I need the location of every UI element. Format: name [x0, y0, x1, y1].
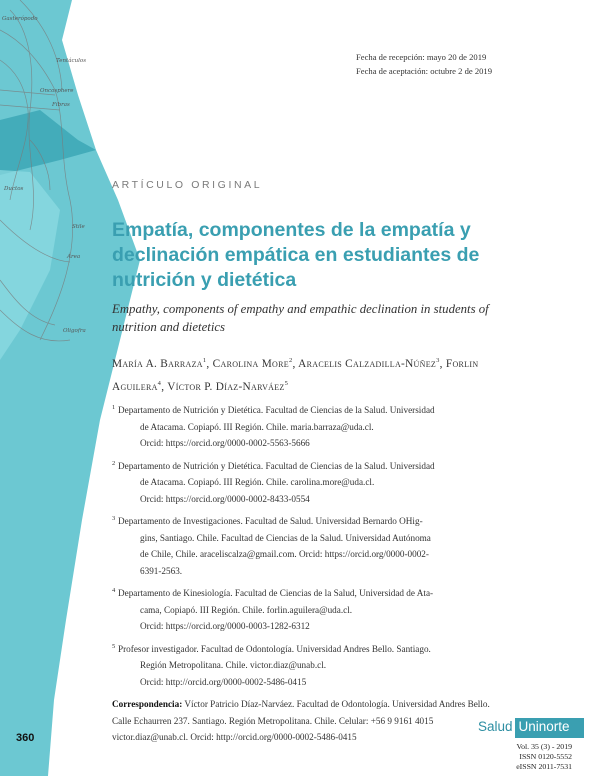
received-date: Fecha de recepción: mayo 20 de 2019 — [356, 52, 487, 62]
affiliation-text: Orcid: https://orcid.org/0000-0002-5563-5666 — [140, 438, 310, 448]
author-affiliation-mark: 2 — [288, 357, 293, 364]
figure-label: Área — [67, 254, 81, 260]
affiliation-number: 1 — [112, 404, 116, 411]
affiliation-text: Región Metropolitana. Chile. victor.diaz@unab.cl. — [140, 660, 327, 670]
correspondence-text: Víctor Patricio Díaz-Narváez. Facultad de Odontología. Universidad Andres Bello. Calle Echaurren 237. Santiago. Región Metropolitana. Chile. Celular: +56 9 9161 4015 victor.diaz@unab.cl. Orcid: http://orcid.org/0000-0002-5486-0415 — [112, 699, 490, 742]
affiliation-text: Orcid: https://orcid.org/0000-0003-1282-6312 — [140, 621, 310, 631]
affiliation-text: Profesor investigador. Facultad de Odontología. Universidad Andres Bello. Santiago. — [118, 643, 431, 654]
affiliation-item — [112, 641, 492, 691]
author-name: María A. Barraza — [112, 357, 203, 370]
journal-logo-uninorte: Uninorte — [515, 718, 584, 738]
figure-label: Ductos — [4, 186, 24, 192]
affiliation-text: Orcid: http://orcid.org/0000-0002-5486-0415 — [140, 676, 307, 687]
correspondence-label: Correspondencia: — [112, 699, 183, 709]
correspondence — [112, 696, 492, 746]
figure-label: Tentáculos — [56, 58, 87, 64]
journal-logo — [478, 718, 584, 738]
affiliation-item — [112, 402, 492, 452]
figure-label: Fibras — [52, 102, 70, 108]
figure-label: Oncosphere — [40, 88, 74, 94]
affiliation-text: Departamento de Investigaciones. Facultad de Salud. Universidad Bernardo OHig- — [118, 516, 423, 526]
page-number: 360 — [16, 732, 35, 744]
author-affiliation-mark: 4 — [157, 379, 162, 387]
article-title: Empatía, componentes de la empatía y declinación empática en estudiantes de nutrición y dietética — [112, 219, 480, 291]
affiliation-text: Departamento de Nutrición y Dietética. Facultad de Ciencias de la Salud. Universidad — [118, 405, 435, 415]
author-name: Forlin Aguilera — [112, 357, 479, 393]
author-affiliation-mark: 3 — [436, 357, 440, 364]
affiliation-text: de Atacama. Copiapó. III Región. Chile. carolina.more@uda.cl. — [140, 477, 375, 487]
issn: ISSN 0120-5552 — [519, 752, 572, 761]
figure-label: Stile — [72, 224, 85, 230]
affiliation-item — [112, 513, 492, 579]
article-subtitle-english: Empathy, components of empathy and empathic declination in students of nutrition and dietetics — [112, 302, 489, 334]
figure-label: Gasterópodo — [2, 16, 38, 22]
author-affiliation-mark: 5 — [284, 379, 289, 387]
affiliation-text: de Chile, Chile. araceliscalza@gmail.com. Orcid: https://orcid.org/0000-0002- — [140, 549, 429, 559]
author-affiliation-mark: 1 — [202, 357, 207, 364]
journal-logo-salud: Salud — [478, 719, 513, 734]
eissn: eISSN 2011-7531 — [516, 762, 572, 771]
affiliation-text: Departamento de Nutrición y Dietética. Facultad de Ciencias de la Salud. Universidad — [118, 460, 435, 471]
affiliation-text: Orcid: https://orcid.org/0000-0002-8433-0554 — [140, 493, 310, 504]
section-label: ARTÍCULO ORIGINAL — [112, 179, 263, 191]
accepted-date: Fecha de aceptación: octubre 2 de 2019 — [356, 66, 493, 76]
author-name: Aracelis Calzadilla-Núñez — [298, 357, 437, 370]
figure-label: Oligofra — [63, 328, 86, 334]
article-dates — [356, 50, 492, 78]
affiliation-number: 3 — [112, 515, 116, 522]
affiliation-text: gins, Santiago. Chile. Facultad de Ciencias de la Salud. Universidad Autónoma — [140, 532, 431, 543]
affiliation-item — [112, 458, 492, 508]
affiliation-text: cama, Copiapó. III Región. Chile. forlin.aguilera@uda.cl. — [140, 604, 353, 615]
affiliation-number: 4 — [112, 587, 116, 594]
affiliation-number: 5 — [112, 642, 116, 650]
author-list: María A. Barraza$^1$, Carolina More$^2$, Aracelis Calzadilla-Núñez$^3$, Forlin Aguilera$^4$, Víctor P. Díaz-Narváez$^5$ — [112, 357, 479, 393]
volume-number: Vol. 35 (3) - 2019 — [516, 742, 572, 751]
affiliation-item — [112, 585, 492, 635]
author-name: Víctor P. Díaz-Narváez — [167, 380, 285, 393]
affiliation-text: de Atacama. Copiapó. III Región. Chile. maria.barraza@uda.cl. — [140, 421, 374, 432]
affiliation-number: 2 — [112, 459, 116, 467]
affiliation-text: Departamento de Kinesiología. Facultad de Ciencias de la Salud, Universidad de Ata- — [118, 588, 434, 598]
affiliation-text: 6391-2563. — [140, 565, 183, 576]
affiliations — [112, 402, 492, 746]
volume-info — [476, 742, 572, 772]
author-name: Carolina More — [212, 357, 289, 370]
